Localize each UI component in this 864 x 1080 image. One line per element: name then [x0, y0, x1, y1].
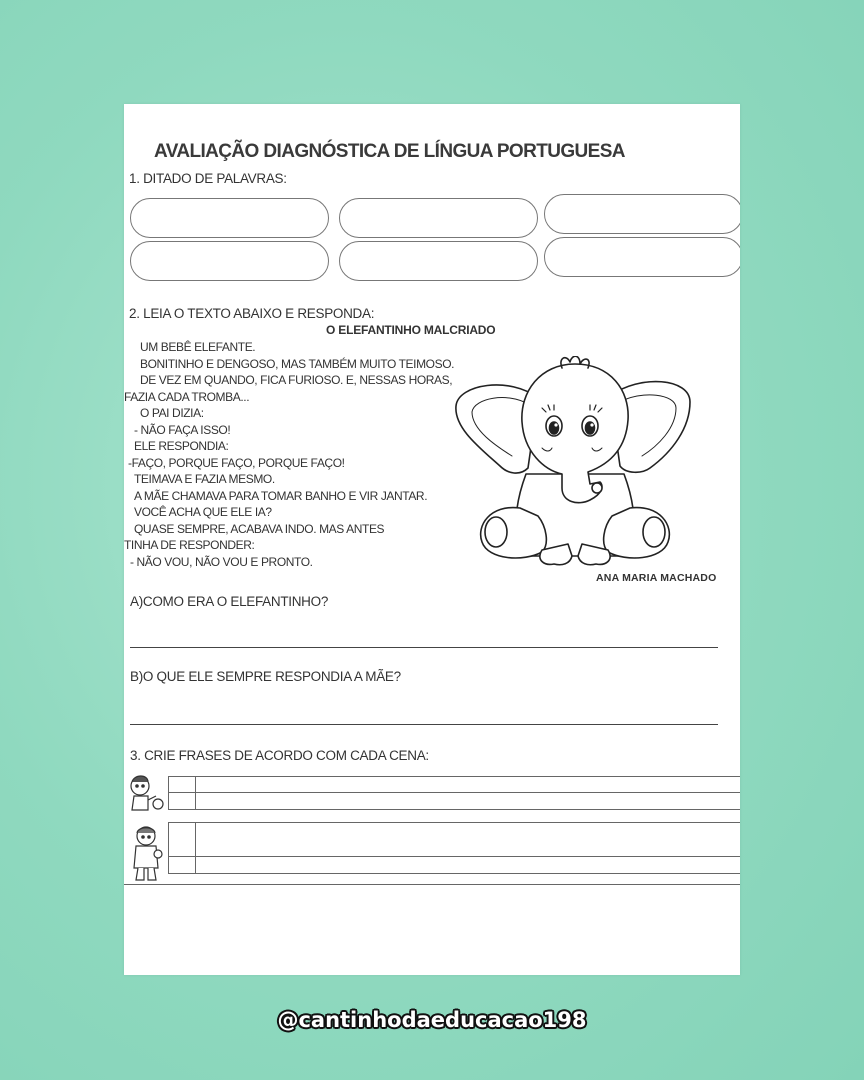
dictation-box[interactable] [130, 241, 329, 281]
dictation-box[interactable] [544, 194, 740, 234]
story-author: ANA MARIA MACHADO [596, 572, 717, 584]
instagram-handle: @cantinhodaeducacao198 [277, 1008, 587, 1032]
answer-line-b[interactable] [130, 724, 718, 725]
scene-2-writing-lines[interactable] [168, 822, 740, 874]
question-2-label: 2. LEIA O TEXTO ABAIXO E RESPONDA: [129, 306, 375, 321]
story-title: O ELEFANTINHO MALCRIADO [326, 323, 496, 337]
scene-2-cartoon-icon [126, 824, 170, 884]
story-line: O PAI DIZIA: [140, 406, 204, 420]
dictation-box[interactable] [339, 241, 538, 281]
story-line: VOCÊ ACHA QUE ELE IA? [134, 505, 272, 519]
question-1-label: 1. DITADO DE PALAVRAS: [129, 171, 287, 186]
story-line: ELE RESPONDIA: [134, 439, 229, 453]
dictation-box[interactable] [339, 198, 538, 238]
divider [124, 884, 740, 885]
story-line: QUASE SEMPRE, ACABAVA INDO. MAS ANTES [134, 522, 385, 536]
worksheet-page [124, 104, 740, 975]
story-line: UM BEBÊ ELEFANTE. [140, 340, 256, 354]
question-3-label: 3. CRIE FRASES DE ACORDO COM CADA CENA: [130, 748, 429, 763]
story-line: BONITINHO E DENGOSO, MAS TAMBÉM MUITO TEIMOSO. [140, 357, 455, 371]
story-line: A MÃE CHAMAVA PARA TOMAR BANHO E VIR JANTAR. [134, 489, 428, 503]
dictation-box[interactable] [130, 198, 329, 238]
dictation-box[interactable] [544, 237, 740, 277]
story-line: - NÃO FAÇA ISSO! [134, 423, 231, 437]
elephant-illustration [450, 356, 700, 568]
story-line: TEIMAVA E FAZIA MESMO. [134, 472, 275, 486]
answer-line-a[interactable] [130, 647, 718, 648]
scene-1-writing-lines[interactable] [168, 776, 740, 810]
story-line: -FAÇO, PORQUE FAÇO, PORQUE FAÇO! [128, 456, 345, 470]
story-line: FAZIA CADA TROMBA... [124, 390, 250, 404]
scene-1-cartoon-icon [126, 774, 170, 814]
story-line: TINHA DE RESPONDER: [124, 538, 255, 552]
page-title: AVALIAÇÃO DIAGNÓSTICA DE LÍNGUA PORTUGUESA [154, 141, 625, 162]
story-line: - NÃO VOU, NÃO VOU E PRONTO. [130, 555, 313, 569]
question-b-label: B)O QUE ELE SEMPRE RESPONDIA A MÃE? [130, 669, 401, 684]
story-line: DE VEZ EM QUANDO, FICA FURIOSO. E, NESSAS HORAS, [140, 373, 453, 387]
question-a-label: A)COMO ERA O ELEFANTINHO? [130, 594, 329, 609]
